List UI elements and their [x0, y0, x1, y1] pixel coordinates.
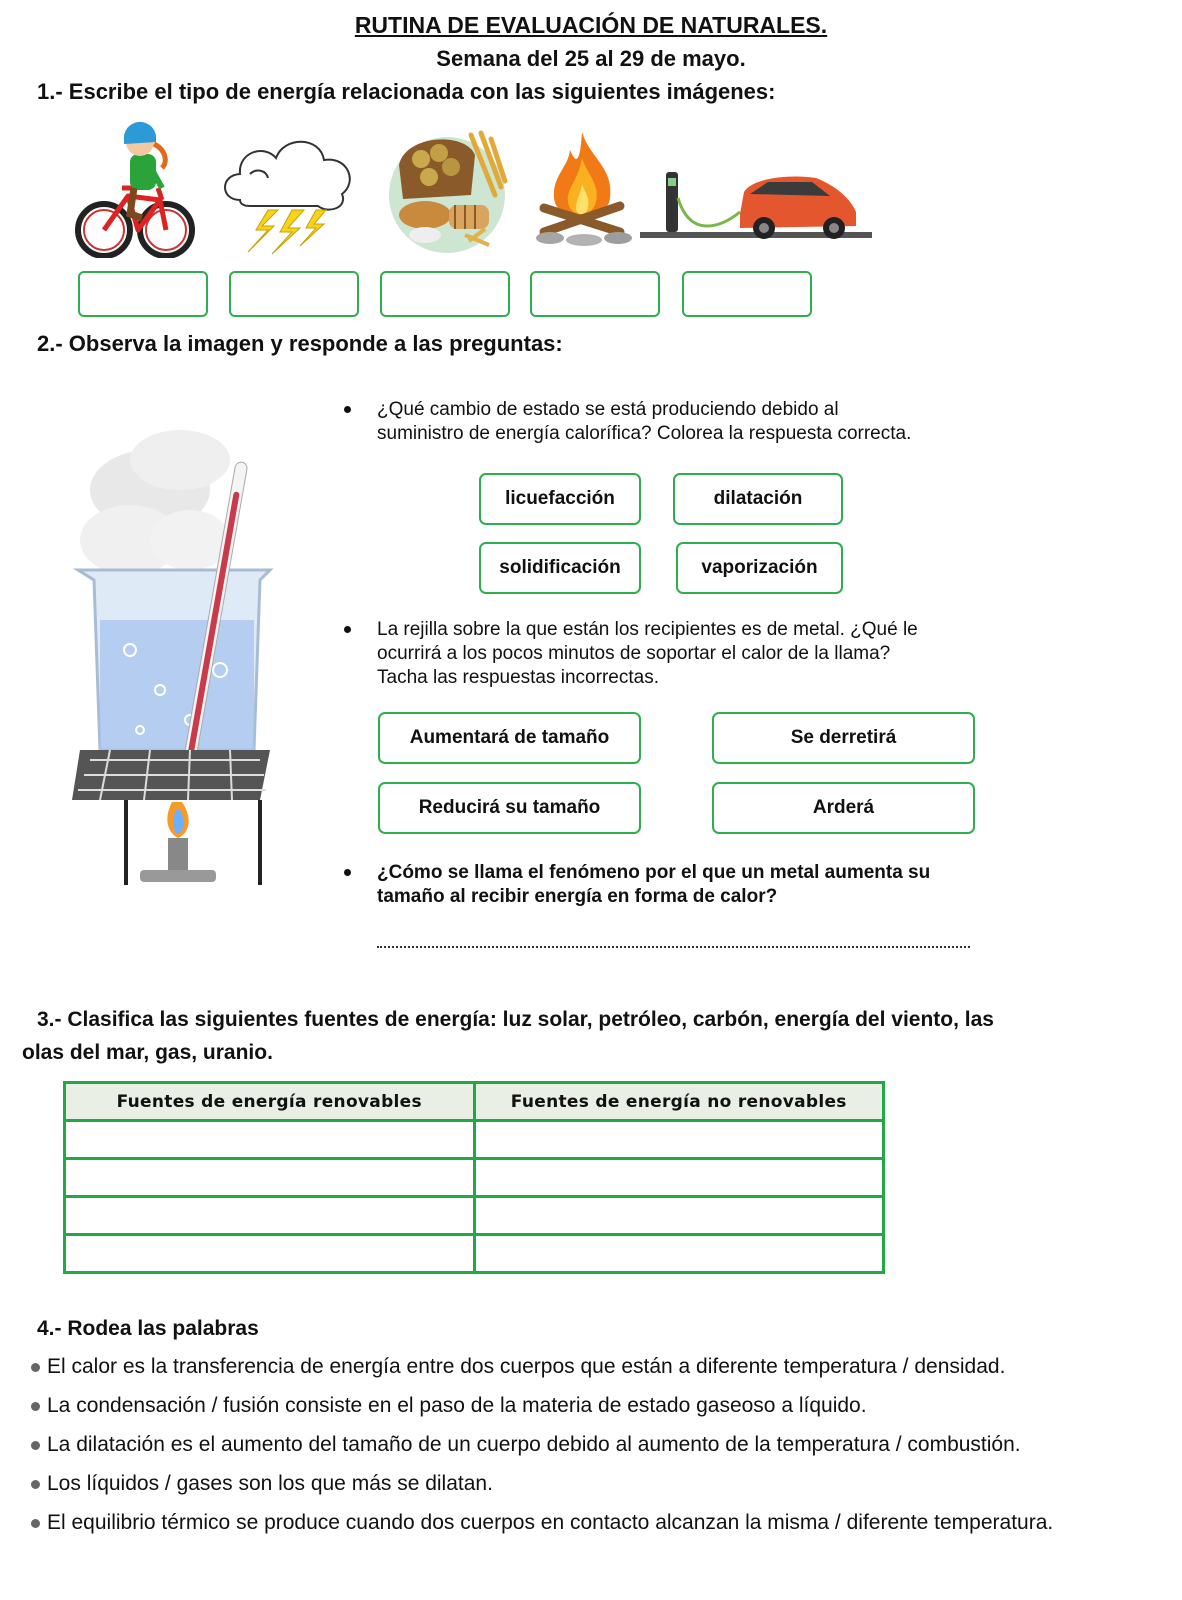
question-2a-line1: ¿Qué cambio de estado se está produciendo debido al — [377, 399, 839, 420]
list-item: La dilatación es el aumento del tamaño de un cuerpo debido al aumento de la temperatura / combustión. — [47, 1433, 1021, 1456]
campfire-image — [530, 128, 635, 246]
list-item: La condensación / fusión consiste en el paso de la materia de estado gaseoso a líquido. — [47, 1394, 867, 1417]
list-item: El calor es la transferencia de energía entre dos cuerpos que están a diferente temperatura / densidad. — [47, 1355, 1006, 1378]
option-licuefaccion[interactable]: licuefacción — [479, 473, 641, 525]
bullet-marker — [31, 1402, 40, 1411]
table-row — [65, 1121, 884, 1159]
bullet-marker — [344, 869, 351, 876]
page-subtitle: Semana del 25 al 29 de mayo. — [436, 46, 746, 71]
table-cell-non-renewable[interactable] — [474, 1235, 884, 1273]
table-row — [65, 1197, 884, 1235]
bullet-marker — [344, 626, 351, 633]
table-row — [65, 1159, 884, 1197]
list-item: El equilibrio térmico se produce cuando dos cuerpos en contacto alcanzan la misma / diferente temperatura. — [47, 1511, 1054, 1534]
question-2a-line2: suministro de energía calorífica? Colorea la respuesta correcta. — [377, 423, 912, 444]
table-header-row — [65, 1083, 884, 1121]
option-ardera[interactable]: Arderá — [712, 782, 975, 834]
answer-box-electric-car[interactable] — [682, 271, 812, 317]
answer-box-storm[interactable] — [229, 271, 359, 317]
storm-cloud-lightning-image — [220, 130, 360, 255]
option-dilatacion[interactable]: dilatación — [673, 473, 843, 525]
table-cell-renewable[interactable] — [65, 1197, 475, 1235]
table-cell-renewable[interactable] — [65, 1235, 475, 1273]
bullet-marker — [31, 1363, 40, 1372]
option-reducira-tamano[interactable]: Reducirá su tamaño — [378, 782, 641, 834]
list-item: Los líquidos / gases son los que más se dilatan. — [47, 1472, 493, 1495]
heated-beaker-image — [70, 430, 280, 890]
food-basket-image — [385, 125, 515, 255]
table-cell-renewable[interactable] — [65, 1121, 475, 1159]
table-cell-non-renewable[interactable] — [474, 1159, 884, 1197]
question-2b-line3: Tacha las respuestas incorrectas. — [377, 667, 659, 688]
question-4-heading: 4.- Rodea las palabras — [37, 1317, 259, 1340]
table-row — [65, 1235, 884, 1273]
table-cell-renewable[interactable] — [65, 1159, 475, 1197]
question-3-line2: olas del mar, gas, uranio. — [22, 1041, 273, 1064]
electric-car-charging-image — [640, 168, 875, 246]
bullet-marker — [31, 1480, 40, 1489]
answer-box-campfire[interactable] — [530, 271, 660, 317]
question-2b-line2: ocurrirá a los pocos minutos de soportar el calor de la llama? — [377, 643, 891, 664]
bicycle-rider-image — [70, 118, 200, 258]
bullet-marker — [31, 1519, 40, 1528]
option-aumentara-tamano[interactable]: Aumentará de tamaño — [378, 712, 641, 764]
question-2-heading: 2.- Observa la imagen y responde a las preguntas: — [37, 331, 563, 356]
question-3-line1: 3.- Clasifica las siguientes fuentes de energía: luz solar, petróleo, carbón, energía del viento, las — [37, 1008, 994, 1031]
option-solidificacion[interactable]: solidificación — [479, 542, 641, 594]
table-cell-non-renewable[interactable] — [474, 1121, 884, 1159]
bullet-marker — [31, 1441, 40, 1450]
option-se-derretira[interactable]: Se derretirá — [712, 712, 975, 764]
question-2c-line2: tamaño al recibir energía en forma de calor? — [377, 886, 778, 907]
question-1-heading: 1.- Escribe el tipo de energía relacionada con las siguientes imágenes: — [37, 79, 776, 104]
page-title: RUTINA DE EVALUACIÓN DE NATURALES. — [354, 12, 828, 38]
column-header-non-renewable: Fuentes de energía no renovables — [474, 1083, 884, 1121]
energy-classification-table — [63, 1081, 885, 1274]
answer-box-food[interactable] — [380, 271, 510, 317]
table-cell-non-renewable[interactable] — [474, 1197, 884, 1235]
option-vaporizacion[interactable]: vaporización — [676, 542, 843, 594]
answer-line[interactable] — [377, 946, 970, 948]
bullet-marker — [344, 406, 351, 413]
answer-box-bicycle[interactable] — [78, 271, 208, 317]
column-header-renewable: Fuentes de energía renovables — [65, 1083, 475, 1121]
question-2b-line1: La rejilla sobre la que están los recipientes es de metal. ¿Qué le — [377, 619, 918, 640]
question-2c-line1: ¿Cómo se llama el fenómeno por el que un metal aumenta su — [377, 862, 931, 883]
